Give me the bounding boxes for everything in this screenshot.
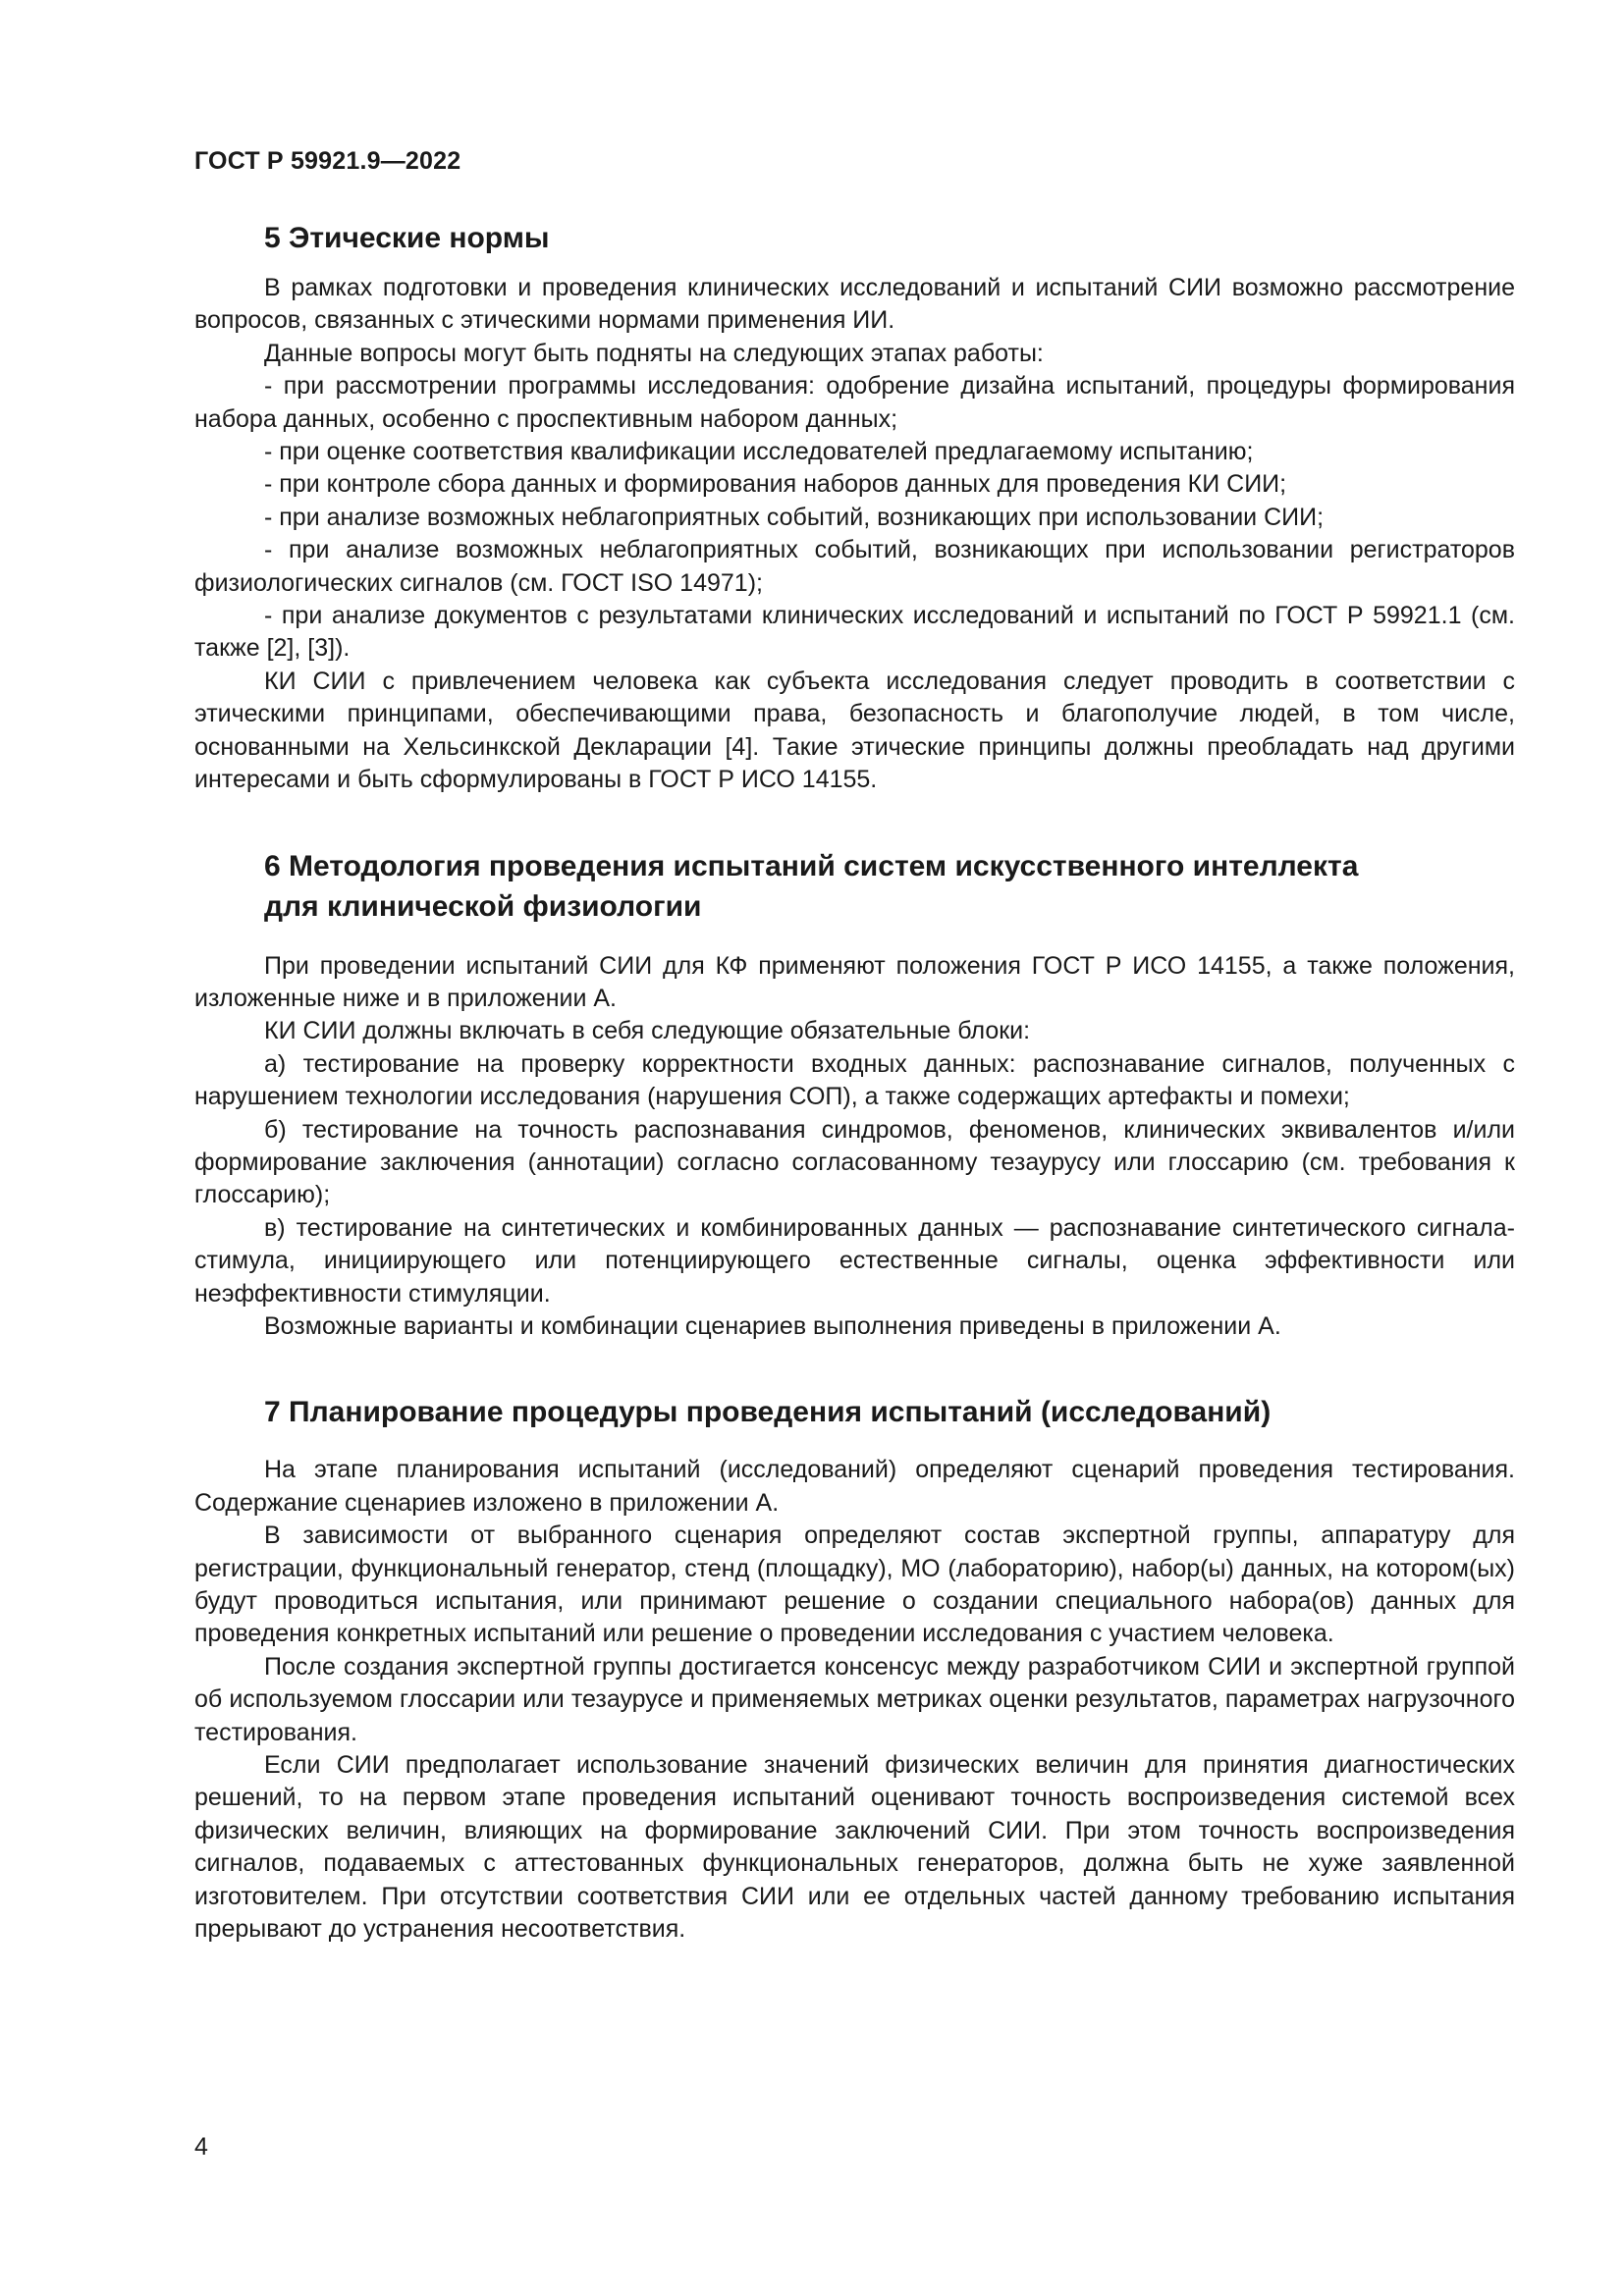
section-7-heading: 7 Планирование процедуры проведения испытаний (исследований) <box>264 1396 1272 1429</box>
document-designation: ГОСТ Р 59921.9—2022 <box>194 147 461 175</box>
page-body <box>194 218 1515 1946</box>
section-6-list-item: б) тестирование на точность распознавания синдромов, феноменов, клинических эквивалентов и/или формирование заключения (аннотации) согласно согласованному тезаурусу или глоссарию (см. требования к глоссарию); <box>194 1115 1515 1209</box>
section-5-list-item: - при контроле сбора данных и формирования наборов данных для проведения КИ СИИ; <box>264 470 1287 499</box>
section-7-paragraph: После создания экспертной группы достигается консенсус между разработчиком СИИ и экспертной группой об используемом глоссарии или тезаурусе и применяемых метриках оценки результатов, параметрах нагрузочного тестирования. <box>194 1652 1515 1746</box>
section-5-heading: 5 Этические нормы <box>264 222 550 254</box>
section-5-list-item: - при оценке соответствия квалификации исследователей предлагаемому испытанию; <box>264 438 1254 466</box>
section-6-paragraph: Возможные варианты и комбинации сценариев выполнения приведены в приложении А. <box>264 1311 1281 1340</box>
section-6-paragraph: КИ СИИ должны включать в себя следующие обязательные блоки: <box>264 1017 1031 1045</box>
section-6-heading-line-1: 6 Методология проведения испытаний систем искусственного интеллекта <box>264 849 1359 882</box>
section-5-paragraph: Данные вопросы могут быть подняты на следующих этапах работы: <box>264 339 1044 367</box>
section-6-list-item: а) тестирование на проверку корректности входных данных: распознавание сигналов, полученных с нарушением технологии исследования (нарушения СОП), а также содержащих артефакты и помехи; <box>194 1049 1515 1111</box>
section-7-paragraph: Если СИИ предполагает использование значений физических величин для принятия диагностических решений, то на первом этапе проведения испытаний оценивают точность воспроизведения системой всех физических величин, влияющих на формирование заключений СИИ. При этом точность воспроизведения сигналов, подаваемых с аттестованных функциональных генераторов, должна быть не хуже заявленной изготовителем. При отсутствии соответствия СИИ или ее отдельных частей данному требованию испытания прерывают до устранения несоответствия. <box>194 1751 1515 1944</box>
section-5-list-item: - при анализе возможных неблагоприятных событий, возникающих при использовании регистраторов физиологических сигналов (см. ГОСТ ISO 14971); <box>194 536 1515 597</box>
section-5-list-item: - при анализе документов с результатами клинических исследований и испытаний по ГОСТ Р 59921.1 (см. также [2], [3]). <box>194 602 1515 663</box>
section-6-heading-line-2: для клинической физиологии <box>264 889 702 923</box>
section-5-list-item: - при анализе возможных неблагоприятных событий, возникающих при использовании СИИ; <box>264 503 1325 531</box>
page-number: 4 <box>194 2133 208 2161</box>
section-7-paragraph: В зависимости от выбранного сценария определяют состав экспертной группы, аппаратуру для регистрации, функциональный генератор, стенд (площадку), МО (лабораторию), набор(ы) данных, на котором(ых) будут проводиться испытания, или принимают решение о создании специального набора(ов) данных для проведения конкретных испытаний или решение о проведении исследования с участием человека. <box>194 1522 1515 1648</box>
section-6-heading <box>194 846 1515 927</box>
section-7-paragraph: На этапе планирования испытаний (исследований) определяют сценарий проведения тестирования. Содержание сценариев изложено в приложении А. <box>194 1456 1515 1517</box>
section-6-paragraph: При проведении испытаний СИИ для КФ применяют положения ГОСТ Р ИСО 14155, а также положения, изложенные ниже и в приложении А. <box>194 951 1515 1012</box>
section-5-list-item: - при рассмотрении программы исследования: одобрение дизайна испытаний, процедуры формирования набора данных, особенно с проспективным набором данных; <box>194 372 1515 433</box>
section-6-list-item: в) тестирование на синтетических и комбинированных данных — распознавание синтетического сигнала-стимула, инициирующего или потенциирующего естественные сигналы, оценка эффективности или неэффективности стимуляции. <box>194 1213 1515 1308</box>
section-5-paragraph: В рамках подготовки и проведения клинических исследований и испытаний СИИ возможно рассмотрение вопросов, связанных с этическими нормами применения ИИ. <box>194 274 1515 335</box>
section-5-paragraph: КИ СИИ с привлечением человека как субъекта исследования следует проводить в соответствии с этическими принципами, обеспечивающими права, безопасность и благополучие людей, в том числе, основанными на Хельсинкской Декларации [4]. Такие этические принципы должны преобладать над другими интересами и быть сформулированы в ГОСТ Р ИСО 14155. <box>194 667 1515 794</box>
